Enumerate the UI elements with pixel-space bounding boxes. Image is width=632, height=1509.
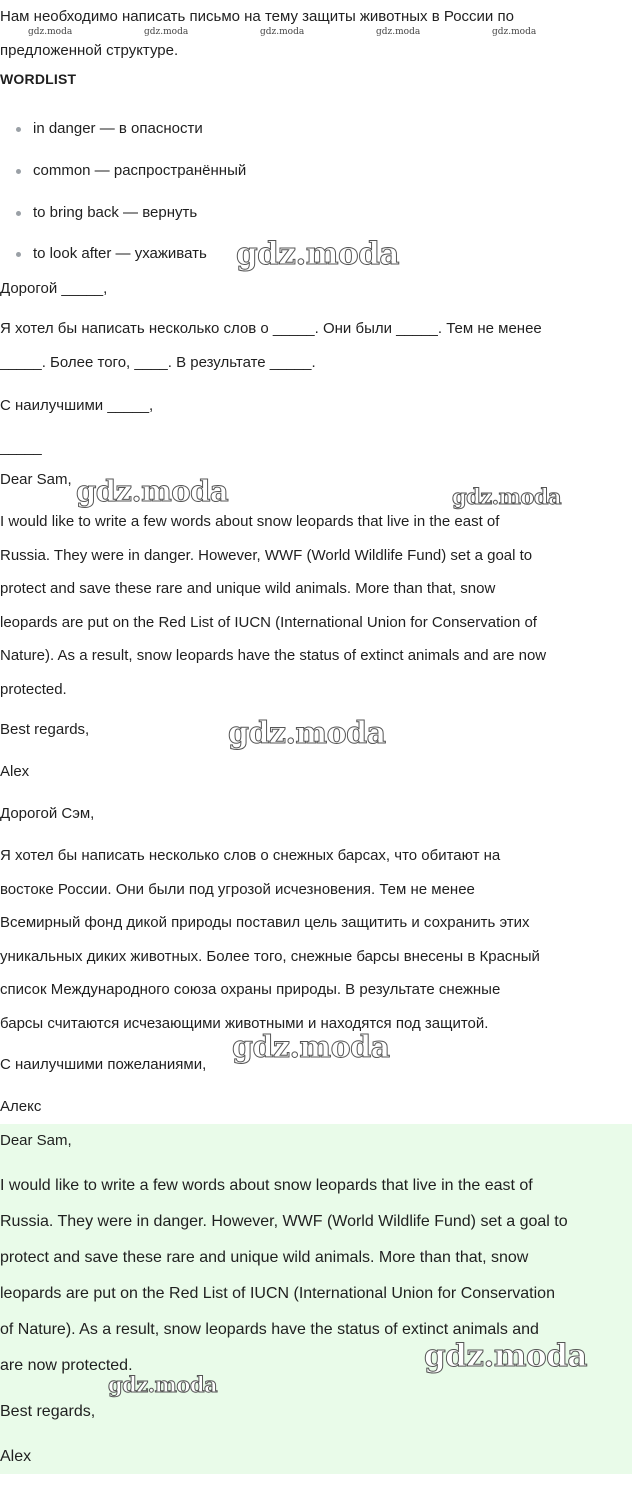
wordlist-title: WORDLIST [0, 71, 77, 87]
letter-boxed-closing: Best regards, [0, 1403, 96, 1420]
letter-boxed-line: I would like to write a few words about snow leopards that live in the east of [0, 1177, 533, 1194]
letter-boxed-signature: Alex [0, 1448, 32, 1465]
letter-en-line: I would like to write a few words about snow leopards that live in the east of [0, 513, 500, 530]
intro-line-1: Нам необходимо написать письмо на тему защиты животных в России по [0, 8, 514, 25]
letter-ru-greeting: Дорогой Сэм, [0, 805, 95, 822]
watermark-logo: gdz.moda [452, 484, 562, 509]
watermark-small: gdz.moda [144, 27, 189, 37]
watermark-logo: gdz.moda [228, 716, 386, 751]
watermark-logo: gdz.moda [232, 1030, 390, 1065]
bullet-icon [16, 169, 21, 174]
letter-en-line: Russia. They were in danger. However, WWF (World Wildlife Fund) set a goal to [0, 546, 533, 564]
wordlist-item-text: to look after — ухаживать [33, 245, 207, 262]
intro-line-2: предложенной структуре. [0, 42, 179, 59]
letter-boxed-line: leopards are put on the Red List of IUCN (International Union for Conservation [0, 1285, 555, 1302]
wordlist-item-text: in danger — в опасности [33, 120, 203, 137]
watermark-small: gdz.moda [376, 27, 421, 37]
letter-en-greeting: Dear Sam, [0, 471, 72, 488]
watermark-logo: gdz.moda [236, 236, 399, 272]
letter-ru-line: Всемирный фонд дикой природы поставил цель защитить и сохранить этих [0, 914, 530, 931]
watermark-small: gdz.moda [492, 27, 537, 37]
watermark-logo: gdz.moda [108, 1372, 218, 1397]
letter-en-line: protected. [0, 680, 67, 698]
template-signature: _____ [0, 439, 42, 456]
letter-boxed-line: protect and save these rare and unique wild animals. More than that, snow [0, 1249, 529, 1266]
watermark-logo: gdz.moda [424, 1338, 587, 1374]
letter-boxed-line: Russia. They were in danger. However, WWF (World Wildlife Fund) set a goal to [0, 1213, 568, 1230]
template-greeting: Дорогой _____, [0, 280, 108, 297]
letter-ru-line: список Международного союза охраны природы. В результате снежные [0, 981, 501, 998]
bullet-icon [16, 127, 21, 132]
letter-ru-line: уникальных диких животных. Более того, снежные барсы внесены в Красный [0, 947, 540, 965]
template-closing: С наилучшими _____, [0, 397, 154, 414]
letter-en-line: leopards are put on the Red List of IUCN (International Union for Conservation of [0, 613, 537, 631]
bullet-icon [16, 211, 21, 216]
letter-en-line: Nature). As a result, snow leopards have the status of extinct animals and are now [0, 647, 547, 664]
letter-ru-closing: С наилучшими пожеланиями, [0, 1056, 207, 1073]
letter-ru-body [0, 839, 630, 1040]
template-body-line-1: Я хотел бы написать несколько слов о _____. Они были _____. Тем не менее [0, 320, 542, 337]
bullet-icon [16, 252, 21, 257]
template-body-line-2: _____. Более того, ____. В результате _____. [0, 354, 316, 371]
watermark-logo: gdz.moda [76, 474, 229, 508]
wordlist-item-text: common — распространённый [33, 162, 247, 179]
letter-boxed-line: of Nature). As a result, snow leopards have the status of extinct animals and [0, 1321, 539, 1338]
watermark-small: gdz.moda [260, 27, 305, 37]
letter-boxed-line: are now protected. [0, 1357, 133, 1374]
letter-en-closing: Best regards, [0, 721, 90, 738]
letter-boxed-greeting: Dear Sam, [0, 1132, 72, 1149]
letter-ru-line: барсы считаются исчезающими животными и находятся под защитой. [0, 1014, 489, 1032]
wordlist-item-text: to bring back — вернуть [33, 204, 198, 221]
watermark-small: gdz.moda [28, 27, 73, 37]
letter-ru-line: востоке России. Они были под угрозой исчезновения. Тем не менее [0, 880, 475, 898]
letter-en-signature: Alex [0, 763, 30, 780]
letter-ru-signature: Алекс [0, 1098, 42, 1115]
letter-en-body [0, 505, 630, 706]
letter-en-line: protect and save these rare and unique wild animals. More than that, snow [0, 580, 496, 597]
letter-ru-line: Я хотел бы написать несколько слов о снежных барсах, что обитают на [0, 847, 501, 864]
